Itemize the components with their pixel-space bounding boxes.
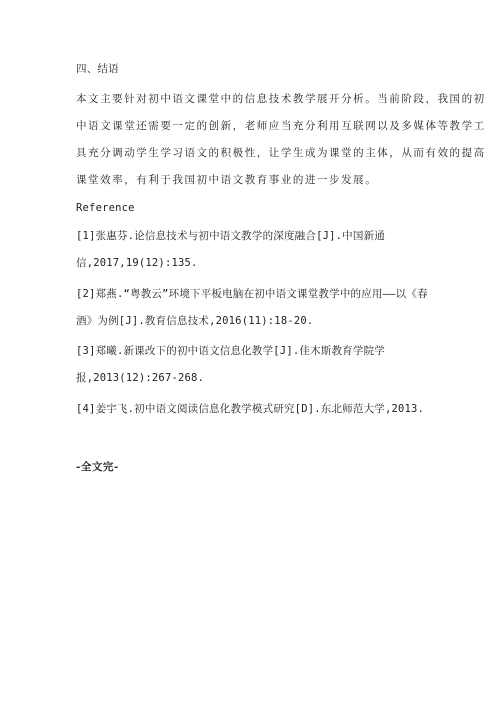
- reference-4-line-1: [4]姜宇飞.初中语文阅读信息化教学模式研究[D].东北师范大学,2013.: [76, 403, 425, 415]
- section-heading: 四、结语: [76, 63, 119, 75]
- reference-1-line-2: 信,2017,19(12):135.: [76, 257, 198, 269]
- reference-3-line-1: [3]郑曦.新课改下的初中语文信息化教学[J].佳木斯教育学院学: [76, 345, 385, 357]
- conclusion-line-2: 中语文课堂还需要一定的创新，老师应当充分利用互联网以及多媒体等教学工: [76, 120, 486, 132]
- reference-2-line-2: 酒》为例[J].教育信息技术,2016(11):18-20.: [76, 315, 314, 327]
- conclusion-line-4: 课堂效率，有利于我国初中语文教育事业的进一步发展。: [76, 174, 378, 186]
- reference-heading: Reference: [76, 202, 135, 214]
- reference-2-line-1: [2]郑燕.“粤教云”环境下平板电脑在初中语文课堂教学中的应用——以《春: [76, 288, 428, 300]
- reference-3-line-2: 报,2013(12):267-268.: [76, 372, 205, 384]
- end-mark: -全文完-: [76, 461, 119, 473]
- conclusion-line-1: 本文主要针对初中语文课堂中的信息技术教学展开分析。当前阶段，我国的初: [76, 93, 486, 105]
- reference-1-line-1: [1]张惠芬.论信息技术与初中语文教学的深度融合[J].中国新通: [76, 230, 385, 242]
- conclusion-line-3: 具充分调动学生学习语文的积极性，让学生成为课堂的主体，从而有效的提高: [76, 147, 486, 159]
